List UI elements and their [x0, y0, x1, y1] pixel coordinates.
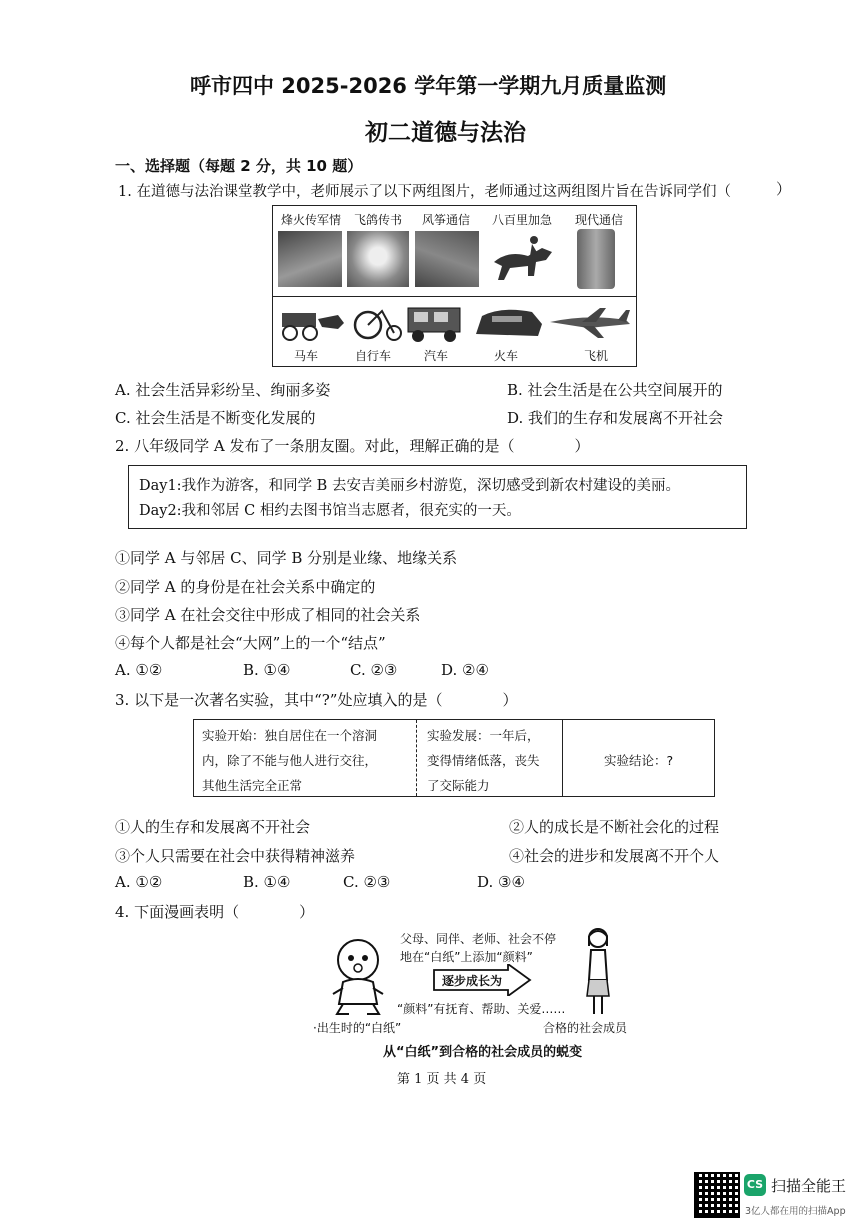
q4-stem: 4. 下面漫画表明（ ）: [115, 903, 315, 921]
q3-statement-1: ①人的生存和发展离不开社会: [115, 818, 311, 836]
girl-icon: [581, 926, 615, 1022]
q1-stem: 1. 在道德与法治课堂教学中，老师展示了以下两组图片，老师通过这两组图片旨在告诉同学们（: [118, 184, 731, 200]
right-caption: 合格的社会成员: [543, 1021, 628, 1035]
q2-option-b: B. ①④: [243, 661, 291, 679]
cartoon-caption: 从“白纸”到合格的社会成员的蜕变: [383, 1045, 583, 1060]
vehicle-label-plane: 飞机: [583, 349, 608, 363]
subject-title: 初二道德与法治: [365, 120, 526, 146]
q3-option-c: C. ②③: [343, 873, 391, 891]
q2-stem: 2. 八年级同学 A 发布了一条朋友圈。对此，理解正确的是（ ）: [115, 437, 590, 455]
q3-statement-3: ③个人只需要在社会中获得精神滋养: [115, 847, 356, 865]
modern-comm-image: [577, 229, 615, 289]
q3-cell2-line1: 实验发展：一年后，: [427, 728, 540, 743]
q1-option-a: A. 社会生活异彩纷呈、绚丽多姿: [115, 381, 331, 399]
app-subtitle: 3亿人都在用的扫描App: [745, 1206, 846, 1217]
q3-cell1-line3: 其他生活完全正常: [202, 778, 303, 793]
q3-option-d: D. ③④: [477, 873, 525, 891]
img-label-kite: 风筝通信: [421, 213, 470, 227]
left-caption: ·出生时的“白纸”: [313, 1021, 402, 1035]
q2-box-line-2: Day2:我和邻居 C 相约去图书馆当志愿者，很充实的一天。: [139, 503, 521, 519]
q3-option-a: A. ①②: [115, 873, 163, 891]
img-label-modern: 现代通信: [574, 213, 623, 227]
section-heading: 一、选择题（每题 2 分，共 10 题）: [115, 157, 363, 175]
pigeon-image: [347, 231, 409, 287]
img-label-beacon: 烽火传军情: [280, 213, 341, 227]
q2-option-a: A. ①②: [115, 661, 163, 679]
q3-stem: 3. 以下是一次著名实验，其中“?”处应填入的是（ ）: [115, 691, 518, 709]
q3-option-b: B. ①④: [243, 873, 291, 891]
beacon-image: [278, 231, 342, 287]
q3-statement-2: ②人的成长是不断社会化的过程: [509, 818, 720, 836]
q3-cell2-line3: 了交际能力: [427, 778, 490, 793]
q1-option-c: C. 社会生活是不断变化发展的: [115, 409, 316, 427]
q2-statement-1: ①同学 A 与邻居 C、同学 B 分别是业缘、地缘关系: [115, 549, 458, 567]
q3-statement-4: ④社会的进步和发展离不开个人: [509, 847, 720, 865]
carriage-icon: [278, 303, 348, 347]
cartoon-top-line1: 父母、同伴、老师、社会不停: [400, 932, 557, 946]
vehicle-label-train: 火车: [493, 349, 518, 363]
q3-cell1-line1: 实验开始：独自居住在一个溶洞: [202, 728, 378, 743]
airplane-icon: [548, 304, 632, 344]
q1-stem-end: ）: [776, 180, 792, 198]
paint-text: “颜料”有抚育、帮助、关爱……: [397, 1002, 566, 1016]
img-label-horse: 八百里加急: [491, 213, 552, 227]
baby-icon: [325, 938, 391, 1022]
bicycle-icon: [352, 303, 404, 347]
car-icon: [402, 302, 468, 348]
q2-box-line-1: Day1:我作为游客，和同学 B 去安吉美丽乡村游览，深切感受到新农村建设的美丽。: [139, 478, 680, 494]
q2-statement-2: ②同学 A 的身份是在社会关系中确定的: [115, 578, 376, 596]
q2-option-c: C. ②③: [350, 661, 398, 679]
vehicle-label-bicycle: 自行车: [354, 349, 391, 363]
q3-cell2-line2: 变得情绪低落，丧失: [427, 753, 540, 768]
table-divider-2: [562, 720, 563, 796]
q1-option-b: B. 社会生活是在公共空间展开的: [507, 381, 723, 399]
q3-cell1-line2: 内，除了不能与他人进行交往，: [202, 753, 378, 768]
exam-title: 呼市四中 2025-2026 学年第一学期九月质量监测: [190, 74, 667, 98]
q1-option-d: D. 我们的生存和发展离不开社会: [507, 409, 724, 427]
horse-rider-icon: [488, 232, 560, 291]
camscanner-logo-icon: CS: [744, 1174, 766, 1196]
cartoon-top-line2: 地在“白纸”上添加“颜料”: [400, 950, 533, 964]
img-label-pigeon: 飞鸽传书: [353, 213, 402, 227]
vehicle-label-car: 汽车: [423, 349, 448, 363]
qr-code-icon: [694, 1172, 740, 1218]
kite-image: [415, 231, 479, 287]
table-divider-1: [416, 720, 417, 796]
train-icon: [472, 304, 546, 348]
q2-statement-4: ④每个人都是社会“大网”上的一个“结点”: [115, 634, 386, 652]
grid-divider: [273, 296, 636, 297]
page-number: 第 1 页 共 4 页: [397, 1072, 487, 1087]
vehicle-label-carriage: 马车: [293, 349, 318, 363]
q3-cell3: 实验结论：?: [604, 753, 674, 768]
arrow-label: 逐步成长为: [442, 974, 503, 988]
q2-option-d: D. ②④: [441, 661, 489, 679]
q2-statement-3: ③同学 A 在社会交往中形成了相同的社会关系: [115, 606, 421, 624]
app-name: 扫描全能王: [771, 1177, 847, 1195]
